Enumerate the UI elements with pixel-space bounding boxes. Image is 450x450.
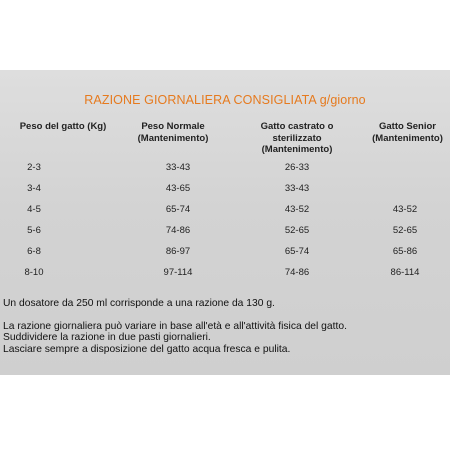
header-neutered-cat [247, 121, 347, 156]
cell-neutered: 26-33 [284, 162, 310, 173]
header-line: (Mantenimento) [261, 144, 333, 155]
cell-weight: 5-6 [27, 225, 41, 236]
cell-weight: 2-3 [27, 162, 41, 173]
cell-normal: 43-65 [165, 183, 191, 194]
notes-block [3, 298, 448, 355]
cell-senior: 52-65 [392, 225, 418, 236]
cell-normal: 86-97 [165, 246, 191, 257]
header-line: (Mantenimento) [372, 132, 443, 144]
cell-weight: 8-10 [24, 267, 44, 278]
cell-senior: 86-114 [390, 267, 420, 278]
cell-normal: 74-86 [165, 225, 191, 236]
cell-neutered: 74-86 [284, 267, 310, 278]
cell-weight: 6-8 [27, 246, 41, 257]
cell-neutered: 43-52 [284, 204, 310, 215]
cell-normal: 65-74 [165, 204, 191, 215]
cell-normal: 97-114 [163, 267, 193, 278]
header-line: Gatto Senior [378, 121, 436, 132]
cell-senior: 65-86 [392, 246, 418, 257]
note-line-2: Suddividere la razione in due pasti giornalieri. [3, 332, 211, 343]
header-cat-weight [8, 121, 118, 133]
note-line-1: La razione giornaliera può variare in base all'età e all'attività fisica del gatto. [3, 320, 347, 332]
header-line: (Mantenimento) [137, 132, 209, 144]
cell-neutered: 33-43 [284, 183, 310, 194]
header-senior-cat [365, 121, 450, 144]
note-dosage: Un dosatore da 250 ml corrisponde a una razione da 130 g. [3, 298, 275, 309]
header-line: sterilizzato [272, 132, 322, 144]
header-line: Peso del gatto (Kg) [19, 121, 107, 132]
cell-neutered: 52-65 [284, 225, 310, 236]
cell-weight: 4-5 [27, 204, 41, 215]
cell-neutered: 65-74 [284, 246, 310, 257]
table-title: RAZIONE GIORNALIERA CONSIGLIATA g/giorno [84, 93, 366, 107]
cell-weight: 3-4 [27, 183, 41, 194]
cell-senior: 43-52 [392, 204, 418, 215]
cell-normal: 33-43 [165, 162, 191, 173]
header-line: Peso Normale [141, 121, 205, 132]
note-line-3: Lasciare sempre a disposizione del gatto acqua fresca e pulita. [3, 343, 291, 355]
header-normal-weight [123, 121, 223, 144]
header-line: Gatto castrato o [260, 121, 334, 132]
